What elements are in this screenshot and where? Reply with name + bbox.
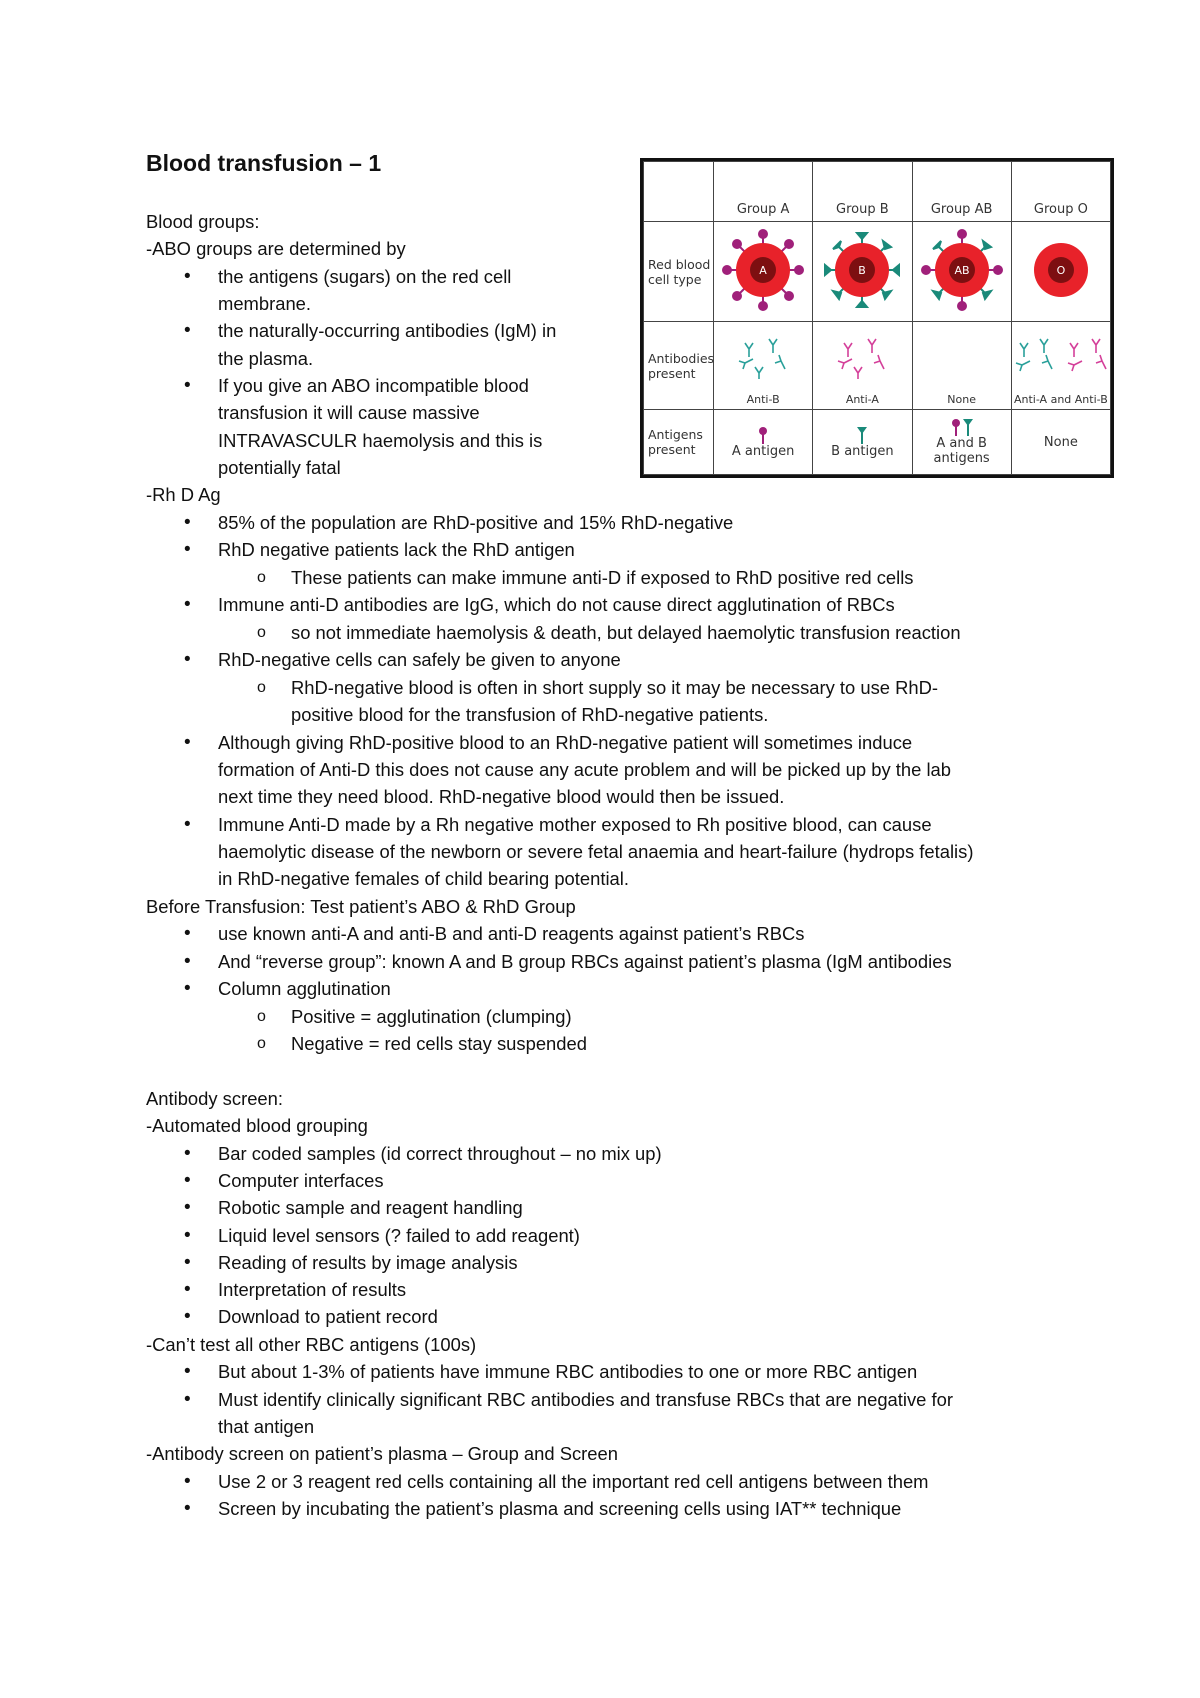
sub-bullet-continuation: positive blood for the transfusion of RhD-negative patients.: [291, 704, 769, 725]
antibody-caption-o: Anti-A and Anti-B: [1013, 393, 1108, 406]
text-line: -ABO groups are determined by: [146, 238, 406, 259]
antibodies-group-ab: [912, 322, 1011, 410]
antigens-group-b: [813, 410, 912, 475]
rbc-o-icon: [1018, 227, 1104, 313]
row-label-antibodies: Antibodies present: [644, 322, 714, 410]
group-a-header: Group A: [714, 162, 813, 222]
b-antigen-icon: [856, 426, 868, 444]
bullet-item: • Computer interfaces: [218, 1167, 384, 1194]
rbc-group-ab: [912, 222, 1011, 322]
section-heading-blood-groups: Blood groups:: [146, 211, 260, 232]
text-line: -Antibody screen on patient’s plasma – Group and Screen: [146, 1443, 618, 1464]
bullet-continuation: the plasma.: [218, 348, 314, 369]
blood-group-table: [643, 161, 1111, 475]
bullet-continuation: formation of Anti-D this does not cause any acute problem and will be picked up by the lab: [218, 759, 951, 780]
antigen-caption-b: B antigen: [831, 443, 894, 459]
bullet-item: • Robotic sample and reagent handling: [218, 1194, 523, 1221]
rbc-a-icon: [720, 227, 806, 313]
row-label-antigens: Antigens present: [644, 410, 714, 475]
rbc-group-a: [714, 222, 813, 322]
rbc-ab-letter: AB: [954, 264, 970, 277]
antigens-group-o: [1011, 410, 1110, 475]
bullet-item: • RhD-negative cells can safely be given to anyone: [218, 646, 621, 673]
bullet-item: • If you give an ABO incompatible blood: [218, 372, 529, 399]
bullet-continuation: potentially fatal: [218, 457, 341, 478]
bullet-item: • RhD negative patients lack the RhD antigen: [218, 536, 575, 563]
bullet-item: • Immune anti-D antibodies are IgG, which do not cause direct agglutination of RBCs: [218, 591, 895, 618]
text-line: -Automated blood grouping: [146, 1115, 368, 1136]
rbc-a-letter: A: [759, 264, 767, 277]
bullet-item: • Download to patient record: [218, 1303, 438, 1330]
bullet-continuation: transfusion it will cause massive: [218, 402, 480, 423]
blood-group-figure: [640, 158, 1114, 478]
text-line: -Rh D Ag: [146, 484, 221, 505]
bullet-continuation: in RhD-negative females of child bearing potential.: [218, 868, 629, 889]
antibody-caption-a: Anti-B: [746, 393, 780, 406]
text-line: Before Transfusion: Test patient’s ABO & RhD Group: [146, 896, 576, 917]
bullet-item: • Interpretation of results: [218, 1276, 406, 1303]
group-b-header: Group B: [813, 162, 912, 222]
bullet-item: • And “reverse group”: known A and B group RBCs against patient’s plasma (IgM antibodies: [218, 948, 952, 975]
bullet-item: • use known anti-A and anti-B and anti-D reagents against patient’s RBCs: [218, 920, 804, 947]
row-label-cell-type: Red blood cell type: [644, 222, 714, 322]
sub-bullet-item: o Positive = agglutination (clumping): [291, 1003, 572, 1030]
bullet-item: • Immune Anti-D made by a Rh negative mother exposed to Rh positive blood, can cause: [218, 811, 932, 838]
figure-corner-cell: [644, 162, 714, 222]
antigen-caption-o: None: [1043, 434, 1078, 450]
bullet-item: • Screen by incubating the patient’s plasma and screening cells using IAT** technique: [218, 1495, 901, 1522]
bullet-continuation: membrane.: [218, 293, 312, 314]
text-line: -Can’t test all other RBC antigens (100s): [146, 1334, 477, 1355]
bullet-continuation: that antigen: [218, 1416, 315, 1437]
section-heading-antibody-screen: Antibody screen:: [146, 1088, 283, 1109]
bullet-item: • Reading of results by image analysis: [218, 1249, 518, 1276]
bullet-item: • Must identify clinically significant RBC antibodies and transfuse RBCs that are negative for: [218, 1386, 953, 1413]
anti-a-and-anti-b-antibody-icon: [1012, 333, 1112, 381]
rbc-b-icon: [819, 227, 905, 313]
bullet-item: • 85% of the population are RhD-positive and 15% RhD-negative: [218, 509, 733, 536]
a-antigen-icon: [757, 426, 769, 444]
antigens-group-a: [714, 410, 813, 475]
sub-bullet-item: o These patients can make immune anti-D if exposed to RhD positive red cells: [291, 564, 914, 591]
bullet-continuation: haemolytic disease of the newborn or severe fetal anaemia and heart-failure (hydrops fetalis): [218, 841, 974, 862]
antibodies-group-b: [813, 322, 912, 410]
group-ab-header: Group AB: [912, 162, 1011, 222]
sub-bullet-item: o so not immediate haemolysis & death, but delayed haemolytic transfusion reaction: [291, 619, 961, 646]
rbc-group-o: [1011, 222, 1110, 322]
sub-bullet-item: o Negative = red cells stay suspended: [291, 1030, 587, 1057]
bullet-continuation: INTRAVASCULR haemolysis and this is: [218, 430, 543, 451]
figure-cell-type-row: [644, 222, 1111, 322]
antibody-caption-b: Anti-A: [845, 393, 879, 406]
bullet-item: • Liquid level sensors (? failed to add reagent): [218, 1222, 580, 1249]
page-title: Blood transfusion – 1: [146, 150, 382, 176]
rbc-o-letter: O: [1056, 264, 1066, 277]
antibody-caption-ab: None: [947, 393, 976, 406]
bullet-continuation: next time they need blood. RhD-negative blood would then be issued.: [218, 786, 785, 807]
anti-b-antibody-icon: [733, 333, 793, 381]
bullet-item: • Although giving RhD-positive blood to an RhD-negative patient will sometimes induce: [218, 729, 912, 756]
bullet-item: • the antigens (sugars) on the red cell: [218, 263, 511, 290]
rbc-ab-icon: [919, 227, 1005, 313]
rbc-group-b: [813, 222, 912, 322]
a-and-b-antigen-icon: [949, 418, 975, 436]
bullet-item: • the naturally-occurring antibodies (IgM) in: [218, 317, 556, 344]
bullet-item: • Column agglutination: [218, 975, 391, 1002]
bullet-item: • Use 2 or 3 reagent red cells containing all the important red cell antigens between them: [218, 1468, 929, 1495]
bullet-item: • Bar coded samples (id correct throughout – no mix up): [218, 1140, 662, 1167]
antigens-group-ab: [912, 410, 1011, 475]
antigen-caption-ab: A and B antigens: [933, 436, 990, 466]
figure-antibodies-row: [644, 322, 1111, 410]
sub-bullet-item: o RhD-negative blood is often in short supply so it may be necessary to use RhD-: [291, 674, 938, 701]
figure-header-row: [644, 162, 1111, 222]
rbc-b-letter: B: [858, 264, 867, 277]
antigen-caption-a: A antigen: [731, 443, 795, 459]
figure-antigens-row: [644, 410, 1111, 475]
group-o-header: Group O: [1011, 162, 1110, 222]
antibodies-group-o: [1011, 322, 1110, 410]
anti-a-antibody-icon: [832, 333, 892, 381]
antibodies-group-a: [714, 322, 813, 410]
bullet-item: • But about 1-3% of patients have immune RBC antibodies to one or more RBC antigen: [218, 1358, 917, 1385]
